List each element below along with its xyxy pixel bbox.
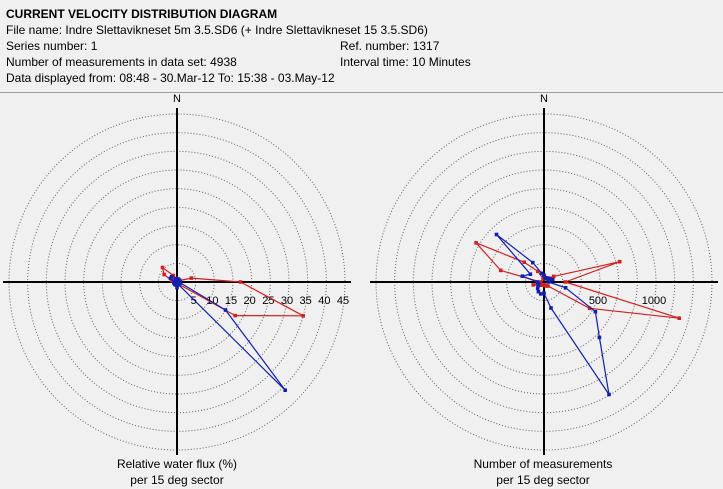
flux-series-red-point bbox=[239, 280, 243, 284]
flux-series-red-point bbox=[301, 314, 305, 318]
count-caption-line1: Number of measurements bbox=[473, 457, 613, 471]
flux-series-blue-point bbox=[170, 275, 174, 279]
flux-tick-label: 20 bbox=[243, 295, 256, 307]
flux-chart-caption bbox=[52, 456, 302, 488]
series-number-text: Series number: 1 bbox=[6, 39, 98, 53]
count-series-blue-point bbox=[542, 291, 546, 295]
count-caption-line2: per 15 deg sector bbox=[496, 473, 590, 487]
flux-tick-label: 15 bbox=[224, 295, 238, 307]
count-chart-caption bbox=[418, 456, 668, 488]
count-series-blue-point bbox=[540, 272, 544, 276]
count-series-blue-point bbox=[531, 261, 535, 265]
report-title: CURRENT VELOCITY DISTRIBUTION DIAGRAM bbox=[6, 7, 278, 21]
count-series-blue-point bbox=[536, 280, 540, 284]
count-series-red-point bbox=[499, 269, 503, 273]
flux-north-label: N bbox=[173, 93, 181, 105]
count-series-red-point bbox=[531, 283, 535, 287]
flux-tick-label: 5 bbox=[190, 295, 197, 307]
file-name-text: File name: Indre Slettavikneset 5m 3.5.SD6 (+ Indre Slettavikneset 15 3.5.SD6) bbox=[6, 23, 428, 37]
count-series-blue-point bbox=[521, 274, 525, 278]
flux-series-blue-point bbox=[283, 388, 287, 392]
flux-tick-label: 40 bbox=[318, 295, 331, 307]
flux-series-blue-line bbox=[171, 277, 286, 391]
count-series-blue-point bbox=[551, 278, 555, 282]
count-series-blue-point bbox=[547, 280, 551, 284]
report-header bbox=[0, 0, 723, 92]
count-tick-label: 500 bbox=[588, 295, 608, 307]
count-series-blue-point bbox=[598, 336, 602, 340]
count-series-blue-point bbox=[564, 286, 568, 290]
count-series-red-point bbox=[474, 241, 478, 245]
flux-series-red-point bbox=[190, 276, 194, 280]
count-series-red-point bbox=[552, 275, 556, 279]
flux-series-blue-point bbox=[224, 308, 228, 312]
count-series-blue-point bbox=[607, 393, 611, 397]
count-polar-chart bbox=[370, 93, 718, 455]
flux-caption-line2: per 15 deg sector bbox=[130, 473, 224, 487]
flux-series-red-line bbox=[163, 268, 304, 316]
flux-caption-line1: Relative water flux (%) bbox=[116, 457, 238, 471]
count-series-blue-point bbox=[594, 310, 598, 314]
polar-charts bbox=[0, 93, 723, 455]
measurement-count-text: Number of measurements in data set: 4938 bbox=[6, 55, 237, 69]
count-series-red-point bbox=[618, 260, 622, 264]
flux-series-red-point bbox=[162, 273, 166, 277]
count-series-blue-point bbox=[529, 272, 533, 276]
flux-polar-chart bbox=[3, 93, 351, 455]
count-series-blue-point bbox=[549, 306, 553, 310]
count-tick-label: 1000 bbox=[641, 295, 667, 307]
flux-tick-label: 10 bbox=[206, 295, 219, 307]
count-series-red-point bbox=[522, 260, 526, 264]
flux-series-red-point bbox=[233, 314, 237, 318]
count-series-red-point bbox=[564, 280, 568, 284]
ref-number-text: Ref. number: 1317 bbox=[340, 39, 440, 53]
flux-tick-label: 30 bbox=[280, 295, 294, 307]
interval-time-text: Interval time: 10 Minutes bbox=[340, 55, 471, 69]
flux-tick-label: 35 bbox=[299, 295, 312, 307]
count-north-label: N bbox=[540, 93, 548, 105]
date-range-text: Data displayed from: 08:48 - 30.Mar-12 To: 15:38 - 03.May-12 bbox=[6, 71, 335, 85]
flux-series-blue-point bbox=[174, 277, 178, 281]
count-series-red-point bbox=[677, 316, 681, 320]
flux-tick-label: 25 bbox=[262, 295, 275, 307]
flux-series-red-point bbox=[161, 266, 165, 270]
count-series-blue-point bbox=[537, 290, 541, 294]
count-series-blue-point bbox=[495, 233, 499, 237]
flux-tick-label: 45 bbox=[336, 295, 350, 307]
